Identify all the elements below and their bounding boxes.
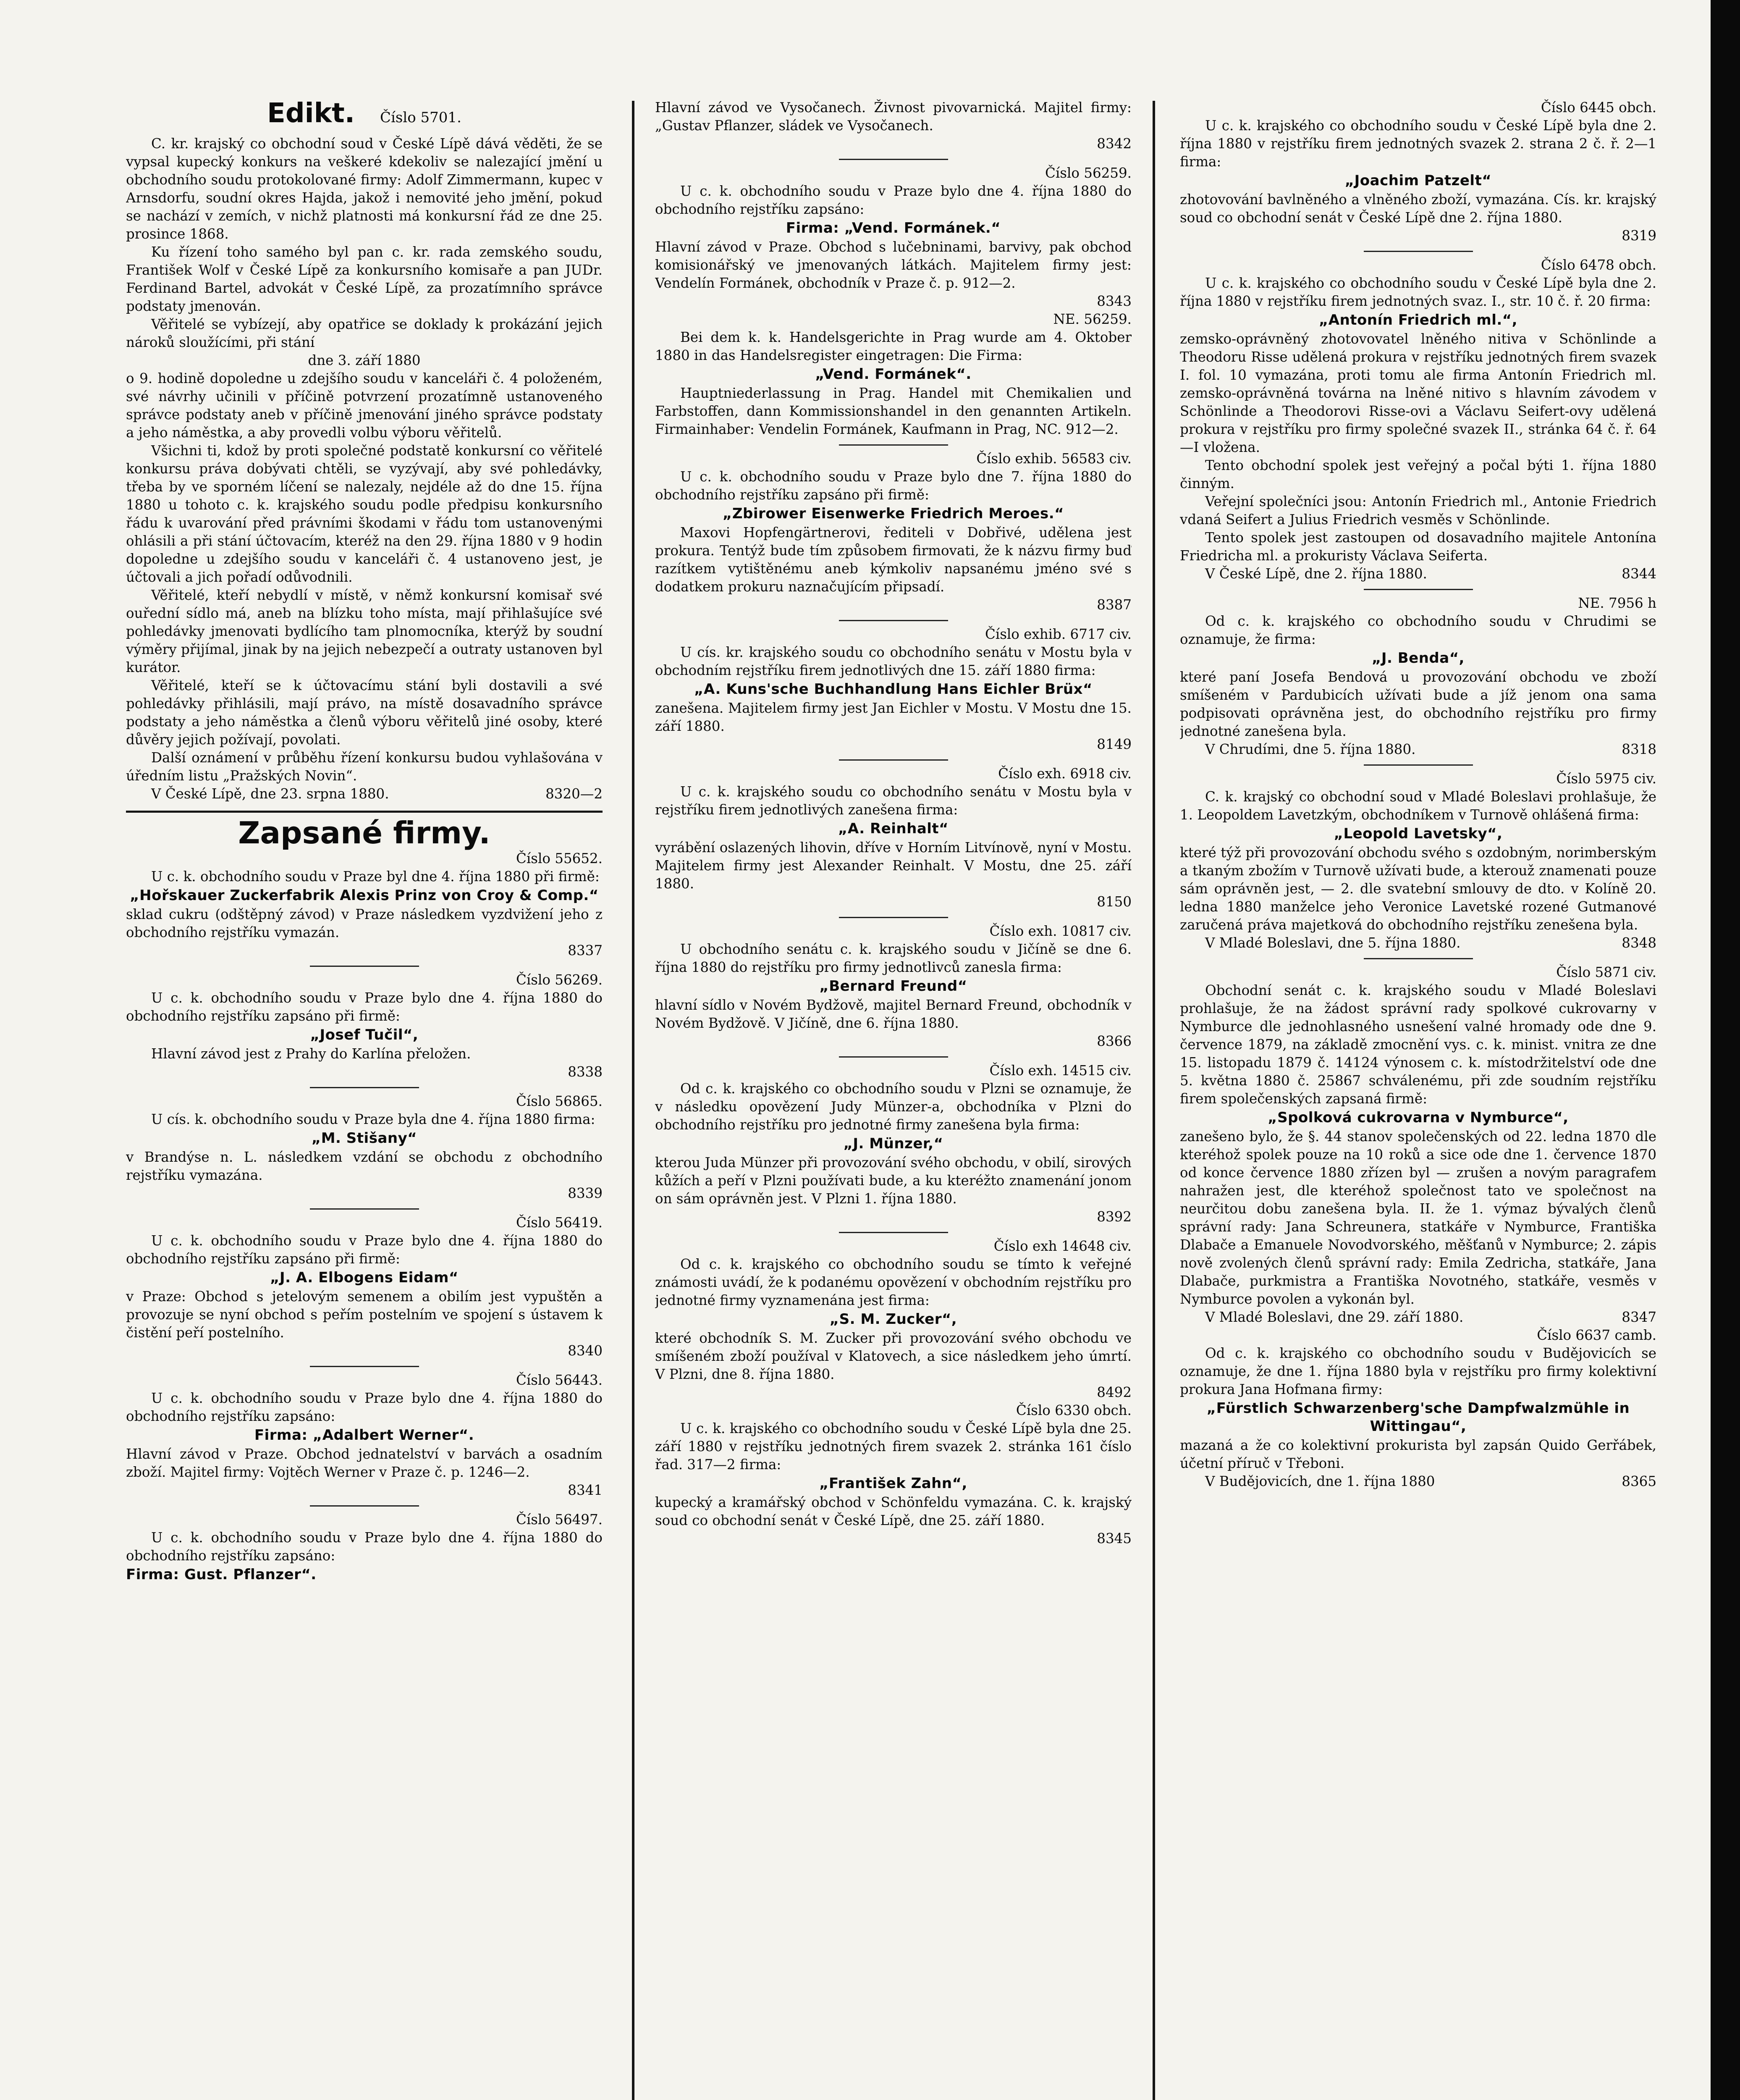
entry-number: Číslo exh 14648 civ. <box>993 1238 1132 1254</box>
signature-code: 8347 <box>1622 1309 1656 1325</box>
column-3 <box>1180 99 1656 2100</box>
entry-number: Číslo 56497. <box>516 1512 603 1528</box>
entry-signature <box>1180 1308 1656 1326</box>
entry-code: 8343 <box>1097 293 1132 309</box>
entry-body: které paní Josefa Bendová u provozování obchodu ve zboží smíšeném v Pardubicích užívati bude a jíž jenom ona sama podpisovati oprávněna jest, do obchodního rejstříku pro firmy jednotné zanešena byla. <box>1180 669 1656 739</box>
entry-divider <box>1364 251 1473 252</box>
entry-divider <box>839 917 948 918</box>
firm-name: Firma: Gust. Pflanzer“. <box>126 1566 317 1583</box>
edikt-title: Edikt. <box>267 99 355 129</box>
entry-body: kterou Juda Münzer při provozování svého obchodu, v obilí, sirových kůžích a peří v Plzni používati bude, a ku kteréžto znamenání jonom on sám oprávněn jest. V Plzni 1. října 1880. <box>655 1155 1132 1207</box>
entry-body: kupecký a kramářský obchod v Schönfeldu vymazána. C. k. krajský soud co obchodní senát v České Lípě, dne 25. září 1880. <box>655 1494 1132 1528</box>
entry-text: Obchodní senát c. k. krajského soudu v Mladé Boleslavi prohlašuje, že na žádost správní rady spolkové cukrovarny v Nymburce dle jednohlasného usnešení valné hromady ode dne 9. července 1879, na základě zmocnění vys. c. k. minist. vnitra ze dne 15. listopadu 1879 č. 14124 výnosem c. k. místodržitelství ode dne 5. května 1880 č. 25867 schválenému, při zde soudním rejstříku firem společenských zapsaná firmě: <box>1180 982 1656 1107</box>
entry-divider <box>310 1366 419 1367</box>
firm-name: „Zbirower Eisenwerke Friedrich Meroes.“ <box>723 505 1064 522</box>
signature-place: V Chrudími, dne 5. října 1880. <box>1205 741 1416 757</box>
entry-number: Číslo 55652. <box>516 850 603 866</box>
entry-paragraph: Tento spolek jest zastoupen od dosavadního majitele Antonína Friedricha ml. a prokuristy Václava Seiferta. <box>1180 530 1656 564</box>
entry-number: Číslo 56419. <box>516 1215 603 1231</box>
entry-number: NE. 56259. <box>1053 311 1132 327</box>
entry-code: 8492 <box>1097 1384 1132 1400</box>
edikt-paragraph: Další oznámení v průběhu řízení konkursu budou vyhlašována v úředním listu „Pražských Novin“. <box>126 750 603 784</box>
entry-number: Číslo 6478 obch. <box>1541 257 1656 273</box>
entry-number: Číslo exhib. 56583 civ. <box>976 451 1132 467</box>
entry-signature <box>1180 934 1656 952</box>
entry-code: 8342 <box>1097 136 1132 152</box>
entry-text: U c. k. obchodního soudu v Praze byl dne 4. října 1880 při firmě: <box>151 869 600 885</box>
entry-body: zhotovování bavlněného a vlněného zboží, vymazána. Cís. kr. krajský soud co obchodní senát v České Lípě dne 2. října 1880. <box>1180 192 1656 226</box>
entry-divider <box>839 1056 948 1058</box>
entry-body: Hlavní závod jest z Prahy do Karlína přeložen. <box>151 1046 471 1062</box>
entry-body: v Brandýse n. L. následkem vzdání se obchodu z obchodního rejstříku vymazána. <box>126 1149 603 1183</box>
entry-number: Číslo 5975 civ. <box>1556 771 1656 787</box>
firm-name: „Bernard Freund“ <box>819 978 967 995</box>
entry-body: v Praze: Obchod s jetelovým semenem a obilím jest vypuštěn a provozuje se nyní obchod s peřím postelním ve spojení s ústavem k čistění peří postelního. <box>126 1289 603 1341</box>
entry-paragraph: Tento obchodní spolek jest veřejný a počal býti 1. října 1880 činným. <box>1180 457 1656 491</box>
entry-divider <box>310 1087 419 1088</box>
firm-name: Firma: „Vend. Formánek.“ <box>786 220 1001 236</box>
entry-signature <box>1180 565 1656 583</box>
entry-divider <box>839 759 948 761</box>
entry-code: 8366 <box>1097 1033 1132 1049</box>
entry-text: U c. k. obchodního soudu v Praze bylo dne 4. října 1880 do obchodního rejstříku zapsáno při firmě: <box>126 990 603 1024</box>
entry-code: 8345 <box>1097 1530 1132 1546</box>
firm-name: „J. A. Elbogens Eidam“ <box>270 1269 459 1286</box>
entry-code: 8339 <box>568 1185 603 1201</box>
firm-name: „Antonín Friedrich ml.“, <box>1318 312 1518 328</box>
signature-code: 8318 <box>1622 741 1656 757</box>
entry-number: Číslo 56259. <box>1045 165 1132 181</box>
entry-number: Číslo 6445 obch. <box>1541 100 1656 116</box>
edikt-paragraph: o 9. hodině dopoledne u zdejšího soudu v kanceláři č. 4 položeném, své návrhy učinili v příčině potvrzení prozatímně ustanoveného správce podstaty aneb v příčině jmenování jiného správce podstaty a jeho náměstka, a aby provedli volbu výboru věřitelů. <box>126 370 603 441</box>
entry-text: Bei dem k. k. Handelsgerichte in Prag wurde am 4. Oktober 1880 in das Handelsregister eingetragen: Die Firma: <box>655 329 1132 363</box>
entry-divider <box>1364 958 1473 959</box>
firm-name: „Josef Tučil“, <box>310 1026 419 1043</box>
firm-name: „Joachim Patzelt“ <box>1344 172 1492 189</box>
entry-divider <box>1364 764 1473 766</box>
scan-edge <box>1711 0 1740 2100</box>
entry-body: které týž při provozování obchodu svého s ozdobným, norimberským a tkaným zbožím v Turnově užívati bude, a kterouž znamenati pouze sám oprávněn jest, — 2. dle svatební smlouvy de dto. v Kolíně 20. ledna 1880 manželce jeho Veronice Lavetské rozené Gutmanové zaručená práva majetková do obchodního rejstříku zenešena byla. <box>1180 845 1656 933</box>
entry-text: U obchodního senátu c. k. krajského soudu v Jičíně se dne 6. října 1880 do rejstříku pro firmy jednotlivců zanesla firma: <box>655 941 1132 975</box>
scan-smudge <box>655 50 1117 97</box>
entry-paragraph: Veřejní společníci jsou: Antonín Friedrich ml., Antonie Friedrich vdaná Seifert a Julius Friedrich vesměs v Schönlinde. <box>1180 494 1656 528</box>
edikt-number: Číslo 5701. <box>380 109 461 126</box>
entry-number: Číslo exh. 14515 civ. <box>989 1063 1132 1079</box>
signature-place: V České Lípě, dne 23. srpna 1880. <box>151 786 389 802</box>
entry-divider <box>1364 589 1473 590</box>
firm-name: „J. Benda“, <box>1372 650 1465 667</box>
entry-number: NE. 7956 h <box>1578 595 1656 611</box>
entry-number: Číslo 6637 camb. <box>1537 1327 1656 1343</box>
column-divider <box>1153 101 1155 2100</box>
entry-body: sklad cukru (odštěpný závod) v Praze následkem vyzdvižení jeho z obchodního rejstříku vymazán. <box>126 906 603 940</box>
entry-divider <box>310 966 419 967</box>
entry-divider <box>310 1208 419 1210</box>
signature-code: 8320—2 <box>545 786 603 802</box>
edikt-heading <box>126 99 603 132</box>
entry-text: Od c. k. krajského co obchodního soudu v Budějovicích se oznamuje, že dne 1. října 1880 byla v rejstříku pro firmy kolektivní prokura Jana Hofmana firmy: <box>1180 1345 1656 1397</box>
firm-name: „František Zahn“, <box>819 1475 967 1492</box>
signature-code: 8344 <box>1622 566 1656 582</box>
edikt-paragraph: Věřitelé, kteří nebydlí v místě, v němž konkursní komisař své ouřední sídlo má, aneb na blízku toho místa, mají přihlašujíce své pohledávky jmenovati bydlícího tam plnomocníka, kterýž by soudní výměry přijímal, jinak by na jejich nebezpečí a outraty ustanoven byl kurátor. <box>126 587 603 675</box>
entry-text: Od c. k. krajského co obchodního soudu v Chrudimi se oznamuje, že firma: <box>1180 613 1656 647</box>
entry-divider <box>839 1232 948 1233</box>
entry-number: Číslo 56443. <box>516 1372 603 1388</box>
entry-body: zanešeno bylo, že §. 44 stanov společenských od 22. ledna 1870 dle kteréhož spolek pouze na 10 roků a sice ode dne 1. července 1870 od konce července 1880 zřízen byl — zrušen a novým paragrafem nahražen jest, dle kteréhož společnost tato ve společnost na neurčitou dobu zanešena byla. II. že 1. výmaz bývalých členů správní rady: Jana Schreunera, statkáře v Nymburce, Františka Dlabače a Emanuele Novodvorského, měšťanů v Nymburce; 2. zápis nově zvolených členů správní rady: Emila Zedricha, statkáře, Jana Dlabače, purkmistra a Františka Novotného, statkáře, vesměs v Nymburce povolen a vykonán byl. <box>1180 1129 1656 1307</box>
column-divider <box>632 101 634 2100</box>
entry-body: mazaná a že co kolektivní prokurista byl zapsán Quido Gerřábek, účetní příruč v Třeboni. <box>1180 1437 1656 1471</box>
firm-name: „Hořskauer Zuckerfabrik Alexis Prinz von Croy & Comp.“ <box>130 887 599 904</box>
entry-code: 8338 <box>568 1064 603 1080</box>
entry-code: 8150 <box>1097 894 1132 910</box>
entry-text: U c. k. obchodního soudu v Praze bylo dne 4. října 1880 do obchodního rejstříku zapsáno: <box>655 183 1132 217</box>
entry-number: Číslo 6330 obch. <box>1016 1402 1132 1418</box>
entry-text: U c. k. obchodního soudu v Praze bylo dne 4. října 1880 do obchodního rejstříku zapsáno: <box>126 1390 603 1424</box>
edikt-paragraph: Věřitelé, kteří se k účtovacímu stání byli dostavili a své pohledávky přihlásili, mají právo, na místě dosavadního správce podstaty a jeho náměstka a členů výboru věřitelů jiné osoby, které důvěry jejich požívají, povolati. <box>126 677 603 748</box>
entry-text: U c. k. obchodního soudu v Praze bylo dne 7. října 1880 do obchodního rejstříku zapsáno při firmě: <box>655 469 1132 503</box>
edikt-paragraph: C. kr. krajský co obchodní soud v České Lípě dává věděti, že se vypsal kupecký konkurs na veškeré kdekoliv se nalezající jmění u obchodního soudu protokolované firmy: Adolf Zimmermann, kupec v Arnsdorfu, soudní okres Hajda, jakož i nemovité jeho jmění, pokud se nachází v zemích, v nichž platnosti má konkursní řád ze dne 25. prosince 1868. <box>126 136 603 242</box>
entry-text: U c. k. krajského soudu co obchodního senátu v Mostu byla v rejstříku firem jednotlivých zanešena firma: <box>655 784 1132 818</box>
entry-text: U c. k. obchodního soudu v Praze bylo dne 4. října 1880 do obchodního rejstříku zapsáno při firmě: <box>126 1233 603 1267</box>
entry-body: zanešena. Majitelem firmy jest Jan Eichler v Mostu. V Mostu dne 15. září 1880. <box>655 700 1132 734</box>
entry-text: U c. k. obchodního soudu v Praze bylo dne 4. října 1880 do obchodního rejstříku zapsáno: <box>126 1530 603 1564</box>
column-1 <box>126 99 603 2100</box>
signature-place: V Mladé Boleslavi, dne 5. října 1880. <box>1205 935 1461 951</box>
entry-body: Hlavní závod v Praze. Obchod s lučebninami, barvivy, pak obchod komisionářský ve jmenovaných látkách. Majitelem firmy jest: Vendelín Formánek, obchodník v Praze č. p. 912—2. <box>655 239 1132 291</box>
entry-divider <box>310 1505 419 1507</box>
signature-place: V České Lípě, dne 2. října 1880. <box>1205 566 1427 582</box>
entry-text: U cís. k. obchodního soudu v Praze byla dne 4. října 1880 firma: <box>151 1111 595 1127</box>
entry-text: U cís. kr. krajského soudu co obchodního senátu v Mostu byla v obchodním rejstříku firem jednotlivých dne 15. září 1880 firma: <box>655 644 1132 678</box>
entry-text: Od c. k. krajského co obchodního soudu v Plzni se oznamuje, že v následku opovězení Judy Münzer-a, obchodníka v Plzni do obchodního rejstříku pro jednotné firmy zanešena byla firma: <box>655 1081 1132 1133</box>
edikt-signature <box>126 785 603 803</box>
entry-body: vyrábění oslazených lihovin, dříve v Horním Litvínově, nyní v Mostu. Majitelem firmy jest Alexander Reinhalt. V Mostu, dne 25. září 1880. <box>655 840 1132 892</box>
entry-code: 8340 <box>568 1343 603 1359</box>
edikt-paragraph: Věřitelé se vybízejí, aby opatřice se doklady k prokázání jejich nároků sloužícími, při stání <box>126 316 603 350</box>
entry-code: 8387 <box>1097 597 1132 613</box>
entry-body: které obchodník S. M. Zucker při provozování svého obchodu ve smíšeném zboží používal v Klatovech, a sice následkem jeho úmrtí. V Plzni, dne 8. října 1880. <box>655 1330 1132 1382</box>
column-2 <box>655 99 1132 2100</box>
entry-text: Od c. k. krajského co obchodního soudu se tímto k veřejné známosti uvádí, že k podanému opovězení v obchodním rejstříku pro jednotné firmy vyznamenána jest firma: <box>655 1256 1132 1308</box>
entry-divider <box>839 620 948 621</box>
entry-body: Maxovi Hopfengärtnerovi, řediteli v Dobřivé, udělena jest prokura. Tentýž bude tím způsobem firmovati, že k názvu firmy buď razítkem vytištěnému aneb kýmkoliv napsanému jméno své s dodatkem prokuru naznačujícím připsadí. <box>655 525 1132 595</box>
entry-signature <box>1180 740 1656 759</box>
edikt-paragraph: Ku řízení toho samého byl pan c. kr. rada zemského soudu, František Wolf v České Lípě za konkursního komisaře a pan JUDr. Ferdinand Bartel, advokát v České Lípě, za prozatímního správce podstaty jmenován. <box>126 244 603 314</box>
entry-code: 8337 <box>568 942 603 958</box>
firm-name: „Fürstlich Schwarzenberg'sche Dampfwalzmühle in Wittingau“, <box>1206 1400 1630 1435</box>
entry-signature <box>1180 1473 1656 1491</box>
entry-text: U c. k. krajského co obchodního soudu v České Lípě byla dne 2. října 1880 v rejstříku firem jednotných svaz. I., str. 10 č. ř. 20 firma: <box>1180 275 1656 309</box>
edikt-date: dne 3. září 1880 <box>308 352 421 368</box>
firm-name: Firma: „Adalbert Werner“. <box>254 1427 474 1444</box>
entry-code: 8341 <box>568 1482 603 1498</box>
entry-body: Hlavní závod ve Vysočanech. Živnost pivovarnická. Majitel firmy: „Gustav Pflanzer, sládek ve Vysočanech. <box>655 100 1132 134</box>
entry-number: Číslo exh. 6918 civ. <box>998 766 1132 782</box>
entry-body: hlavní sídlo v Novém Bydžově, majitel Bernard Freund, obchodník v Novém Bydžově. V Jičíně, dne 6. října 1880. <box>655 997 1132 1031</box>
section-rule <box>126 811 603 813</box>
edikt-paragraph: Všichni ti, kdož by proti společné podstatě konkursní co věřitelé konkursu práva dobývati chtěli, se vyzývají, aby své pohledávky, třeba by ve sporném líčení se nalezaly, nejdéle až do dne 15. října 1880 u tohoto c. k. krajského soudu podle předpisu konkursního řádu k uvarování před právními škodami v řádu tom ustanovenými ohlásili a při stání účtovacím, kteréž na den 29. října 1880 v 9 hodin dopoledne u zdejšího soudu v kanceláři č. 4 ustanoveno jest, je účtovali a jich pořadí odůvodnili. <box>126 443 603 585</box>
firm-name: „J. Münzer,“ <box>843 1135 943 1152</box>
entry-number: Číslo 56269. <box>516 972 603 988</box>
entry-code: 8149 <box>1097 736 1132 752</box>
section-title: Zapsané firmy. <box>238 815 490 850</box>
entry-text: U c. k. krajského co obchodního soudu v České Lípě byla dne 25. září 1880 v rejstříku jednotných firem svazek 2. stránka 161 číslo řad. 317—2 firma: <box>655 1420 1132 1473</box>
entry-code: 8319 <box>1622 228 1656 244</box>
entry-text: C. k. krajský co obchodní soud v Mladé Boleslavi prohlašuje, že 1. Leopoldem Lavetzkým, obchodníkem v Turnově ohlášená firma: <box>1180 789 1656 823</box>
signature-place: V Mladé Boleslavi, dne 29. září 1880. <box>1205 1309 1464 1325</box>
firm-name: „Vend. Formánek“. <box>815 366 972 383</box>
entry-number: Číslo 56865. <box>516 1093 603 1109</box>
entry-number: Číslo exh. 10817 civ. <box>989 923 1132 939</box>
firm-name: „Spolková cukrovarna v Nymburce“, <box>1268 1109 1569 1126</box>
entry-number: Číslo 5871 civ. <box>1556 964 1656 980</box>
entry-body: Hlavní závod v Praze. Obchod jednatelství v barvách a osadním zboží. Majitel firmy: Vojtěch Werner v Praze č. p. 1246—2. <box>126 1446 603 1480</box>
entry-divider <box>839 444 948 446</box>
signature-code: 8348 <box>1622 935 1656 951</box>
firm-name: „Leopold Lavetsky“, <box>1334 825 1503 842</box>
firm-name: „A. Reinhalt“ <box>838 820 949 837</box>
entry-divider <box>839 159 948 160</box>
entry-text: U c. k. krajského co obchodního soudu v České Lípě byla dne 2. října 1880 v rejstříku firem jednotných svazek 2. strana 2 č. ř. 2—1 firma: <box>1180 118 1656 170</box>
entry-number: Číslo exhib. 6717 civ. <box>985 626 1132 642</box>
firm-name: „M. Stišany“ <box>311 1130 417 1147</box>
entry-body: zemsko-oprávněný zhotovovatel lněného nitiva v Schönlinde a Theodoru Risse udělená prokura v rejstříku jednotných firem svazek I. fol. 10 vymazána, proti tomu ale firma Antonín Friedrich ml. zemsko-oprávněná továrna na lněné nitivo s hlavním závodem v Schönlinde a Theodorovi Risse-ovi a Václavu Seifert-ovy udělená prokura v rejstříku pro firmy společné svazek II., stránka 64 č. ř. 64—I vložena. <box>1180 331 1656 455</box>
signature-code: 8365 <box>1622 1473 1656 1489</box>
signature-place: V Budějovicích, dne 1. října 1880 <box>1205 1473 1435 1489</box>
firm-name: „A. Kuns'sche Buchhandlung Hans Eichler Brüx“ <box>694 681 1093 698</box>
entry-body: Hauptniederlassung in Prag. Handel mit Chemikalien und Farbstoffen, dann Kommissionshandel in den genannten Artikeln. Firmainhaber: Vendelin Formánek, Kaufmann in Prag, NC. 912—2. <box>655 385 1132 437</box>
firm-name: „S. M. Zucker“, <box>829 1311 957 1328</box>
entry-code: 8392 <box>1097 1209 1132 1225</box>
